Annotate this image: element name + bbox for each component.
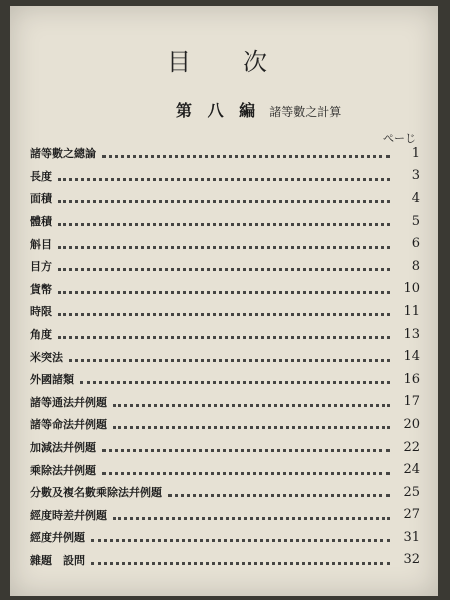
toc-entry-page: 1 [411,145,420,161]
toc-entry-page: 8 [411,258,420,274]
leader-dots [113,425,390,429]
toc-entry-label: 斛目 [30,237,52,251]
toc-entry-label: 貨幣 [30,282,52,296]
toc-entry [30,165,420,188]
toc-entry [30,436,420,459]
toc-entry [30,232,420,255]
section-number: 第 八 編 [176,101,261,120]
section-subtitle: 諸等數之計算 [269,105,342,119]
page-title: 目 次 [167,48,281,76]
toc-entry-page: 17 [403,394,420,410]
toc-entry-page: 32 [403,552,420,568]
toc-entry-page: 14 [403,349,420,365]
toc-entry-label: 外國諸類 [30,373,74,387]
leader-dots [58,335,390,339]
toc-entry [30,391,420,414]
leader-dots [102,448,390,452]
toc-entry [30,278,420,301]
toc-entry-label: 諸等通法幷例題 [30,395,107,409]
toc-entry [30,300,420,323]
toc-entry [30,526,420,549]
leader-dots [80,380,390,384]
toc-entry-page: 13 [403,326,420,342]
toc-entry [30,481,420,504]
toc-entry-label: 經度時差幷例題 [30,508,107,522]
section-heading [176,98,341,121]
toc-entry [30,345,420,368]
leader-dots [113,403,390,407]
toc-entry [30,323,420,346]
toc-entry-label: 乘除法幷例題 [30,463,96,477]
book-page [10,6,438,596]
toc-entry [30,142,420,165]
leader-dots [58,290,390,294]
leader-dots [58,199,390,203]
toc-entry-page: 6 [411,236,420,252]
toc-entry-label: 角度 [30,328,52,342]
toc-entry [30,187,420,210]
toc-entry [30,504,420,527]
toc-entry-page: 4 [411,190,420,206]
toc-entry-label: 分數及複名數乘除法幷例題 [30,486,162,500]
leader-dots [113,516,390,520]
leader-dots [58,177,390,181]
toc-entry-page: 11 [403,303,420,319]
toc-entry [30,549,420,572]
leader-dots [168,493,390,497]
toc-entry [30,458,420,481]
leader-dots [102,154,390,158]
leader-dots [58,222,390,226]
leader-dots [58,245,390,249]
toc-entry-page: 31 [403,529,420,545]
leader-dots [91,538,390,542]
toc-entry-label: 米突法 [30,350,63,364]
toc-entry-page: 16 [403,371,420,387]
toc-entry-label: 面積 [30,192,52,206]
page-column-header: ぺーじ [383,132,416,145]
toc-entry-label: 經度幷例題 [30,531,85,545]
toc-entry-label: 加減法幷例題 [30,441,96,455]
toc-entry [30,255,420,278]
toc-entry-page: 3 [411,168,420,184]
toc-entry-page: 20 [403,416,420,432]
toc-entry-label: 諸等數之總論 [30,147,96,161]
leader-dots [58,267,390,271]
leader-dots [69,358,390,362]
toc-entry [30,210,420,233]
toc-entry-page: 10 [403,281,420,297]
toc-entry-page: 5 [411,213,420,229]
toc-entry-page: 27 [403,507,420,523]
toc-entry-label: 目方 [30,260,52,274]
leader-dots [102,471,390,475]
leader-dots [91,561,390,565]
toc-entry [30,368,420,391]
toc-entry-label: 時限 [30,305,52,319]
toc-entry-page: 22 [403,439,420,455]
toc-entry-label: 諸等命法幷例題 [30,418,107,432]
table-of-contents [30,142,420,571]
toc-entry-label: 雜題 設問 [30,553,85,567]
toc-entry-label: 體積 [30,215,52,229]
toc-entry-page: 24 [403,462,420,478]
leader-dots [58,312,390,316]
toc-entry-label: 長度 [30,169,52,183]
toc-entry [30,413,420,436]
toc-entry-page: 25 [403,484,420,500]
